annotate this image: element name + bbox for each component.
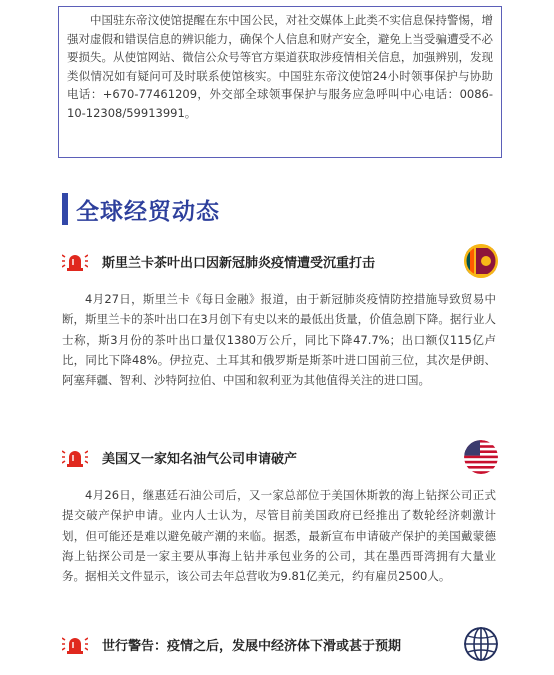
globe-icon	[464, 627, 498, 661]
alarm-icon	[62, 632, 88, 656]
news-header-3	[62, 628, 498, 660]
news-header-2	[62, 441, 498, 473]
news-title[interactable]: 斯里兰卡茶叶出口因新冠肺炎疫情遭受沉重打击	[102, 255, 376, 271]
alarm-icon	[62, 445, 88, 469]
section-header	[62, 192, 220, 226]
usa-flag-icon	[464, 440, 498, 474]
notice-box: 中国驻东帝汶使馆提醒在东中国公民，对社交媒体上此类不实信息保持警惕，增强对虚假和错误信息的辨识能力，确保个人信息和财产安全，避免上当受骗遭受不必要损失。从使馆网站、微信公众号等官方渠道获取涉疫情相关信息，加强辨别，发现类似情况如有疑问可及时联系使馆核实。中国驻东帝汶使馆24小时领事保护与协助电话：+670-77461209，外交部全球领事保护与服务应急呼叫中心电话：0086-10-12308/59913991。	[58, 6, 502, 158]
news-paragraph-2: 4月26日，继惠廷石油公司后，又一家总部位于美国休斯敦的海上钻探公司正式提交破产保护申请。业内人士认为，尽管目前美国政府已经推出了数轮经济刺激计划，但可能还是难以避免破产潮的来临。据悉，最新宣布申请破产保护的美国戴蒙德海上钻探公司是一家主要从事海上钻井承包业务的公司，其在墨西哥湾拥有大量业务。据相关文件显示，该公司去年总营收为9.81亿美元，约有雇员2500人。	[62, 488, 496, 584]
news-title[interactable]: 美国又一家知名油气公司申请破产	[102, 451, 298, 467]
section-bar	[62, 193, 68, 225]
news-paragraph-1: 4月27日，斯里兰卡《每日金融》报道，由于新冠肺炎疫情防控措施导致贸易中断，斯里兰卡的茶叶出口在3月创下有史以来的最低出货量，价值急剧下降。据行业人士称，斯3月份的茶叶出口量仅1380万公斤，同比下降47.7%；出口额仅115亿卢比，同比下降48%。伊拉克、土耳其和俄罗斯是斯茶叶进口国前三位，其次是伊朗、阿塞拜疆、智利、沙特阿拉伯、中国和叙利亚为其他值得关注的进口国。	[62, 292, 496, 388]
alarm-icon	[62, 249, 88, 273]
section-title: 全球经贸动态	[76, 198, 220, 225]
sri-lanka-flag-icon	[464, 244, 498, 278]
news-header-1	[62, 245, 498, 277]
news-title[interactable]: 世行警告：疫情之后，发展中经济体下滑或甚于预期	[102, 638, 402, 654]
